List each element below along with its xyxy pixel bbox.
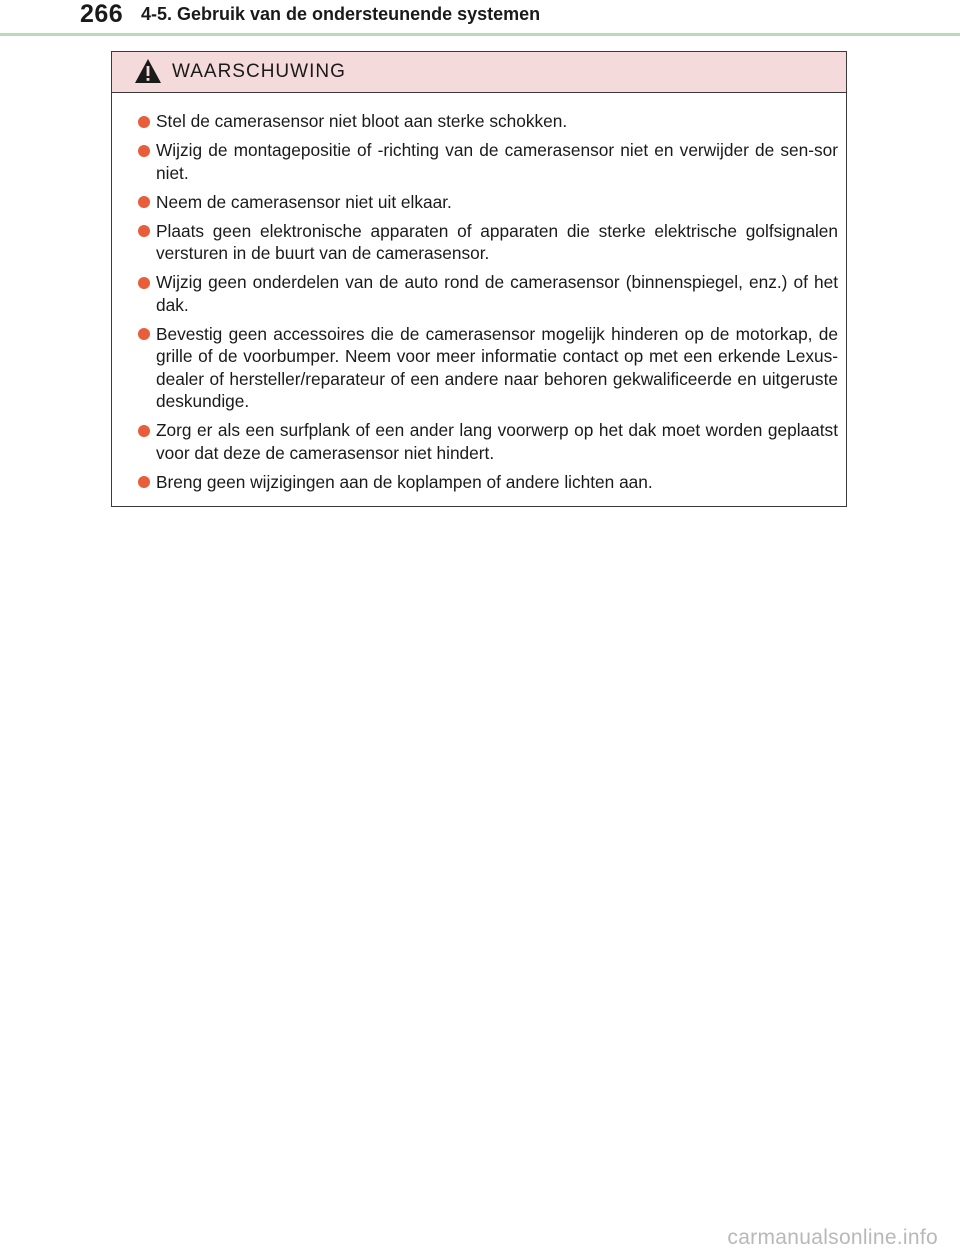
watermark: carmanualsonline.info xyxy=(727,1226,938,1249)
warning-item xyxy=(156,323,838,413)
header-divider xyxy=(0,33,960,36)
warning-item-text: Stel de camerasensor niet bloot aan sterke schokken. xyxy=(156,111,568,131)
warning-item-text: Wijzig geen onderdelen van de auto rond de camerasensor (binnenspiegel, enz.) of het dak. xyxy=(156,272,838,315)
warning-item xyxy=(156,471,838,494)
warning-list xyxy=(112,93,846,493)
warning-header xyxy=(112,52,846,93)
bullet-icon xyxy=(138,196,150,208)
warning-item-text: Bevestig geen accessoires die de camerasensor mogelijk hinderen op de motorkap, de grille of de voorbumper. Neem voor meer informatie contact op met een erkende Lexus-dealer of hersteller/reparateur of een andere naar behoren gekwalificeerde en uitgeruste deskundige. xyxy=(156,323,838,411)
warning-item xyxy=(156,191,838,214)
bullet-icon xyxy=(138,476,150,488)
warning-item xyxy=(156,139,838,184)
bullet-icon xyxy=(138,328,150,340)
warning-triangle-icon xyxy=(134,58,162,84)
warning-item xyxy=(156,419,838,464)
page-number: 266 xyxy=(80,0,124,28)
section-title: 4-5. Gebruik van de ondersteunende systemen xyxy=(141,4,541,24)
warning-item-text: Zorg er als een surfplank of een ander lang voorwerp op het dak moet worden geplaatst voor dat deze de camerasensor niet hindert. xyxy=(156,420,838,463)
page-header xyxy=(0,0,960,36)
bullet-icon xyxy=(138,425,150,437)
warning-item-text: Plaats geen elektronische apparaten of apparaten die sterke elektrische golfsignalen versturen in de buurt van de camerasensor. xyxy=(156,220,838,263)
warning-item xyxy=(156,220,838,265)
bullet-icon xyxy=(138,145,150,157)
warning-box xyxy=(111,51,847,507)
warning-title: WAARSCHUWING xyxy=(172,61,346,82)
warning-item xyxy=(156,110,838,133)
bullet-icon xyxy=(138,277,150,289)
warning-item-text: Wijzig de montagepositie of -richting van de camerasensor niet en verwijder de sen-sor niet. xyxy=(156,140,838,183)
warning-item-text: Breng geen wijzigingen aan de koplampen of andere lichten aan. xyxy=(156,471,653,492)
bullet-icon xyxy=(138,116,150,128)
warning-item-text: Neem de camerasensor niet uit elkaar. xyxy=(156,191,452,212)
bullet-icon xyxy=(138,225,150,237)
warning-item xyxy=(156,271,838,316)
